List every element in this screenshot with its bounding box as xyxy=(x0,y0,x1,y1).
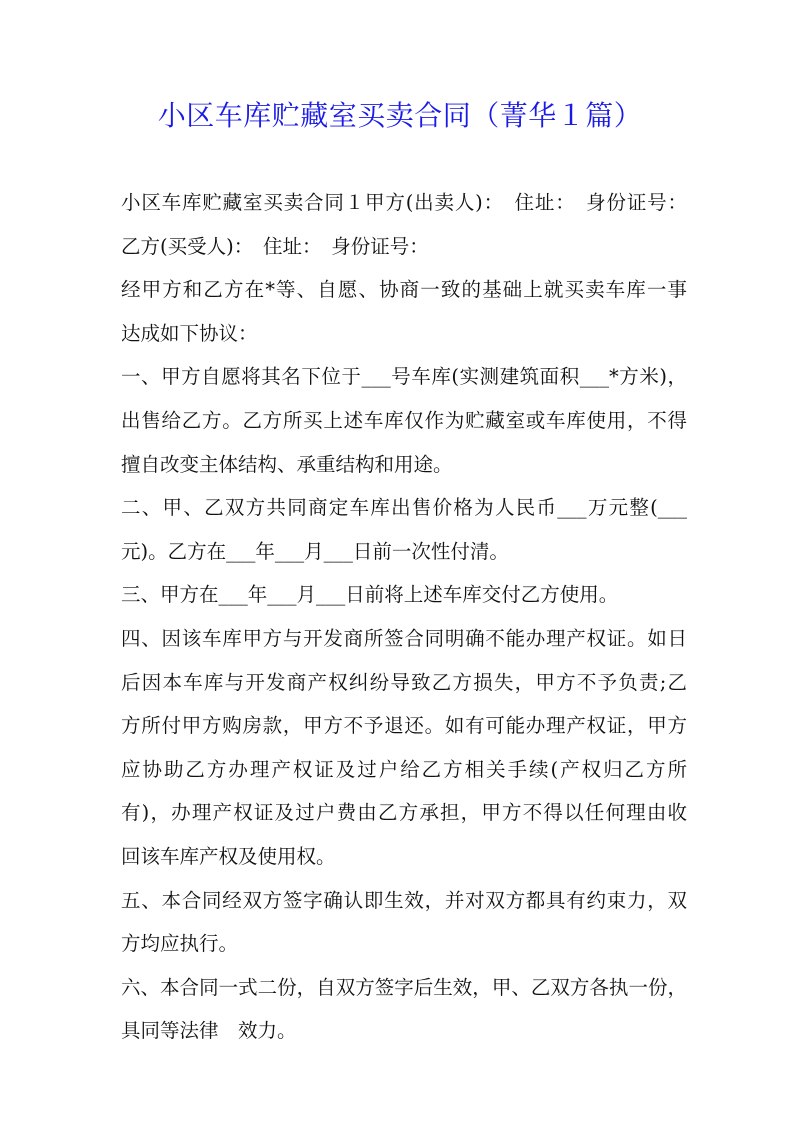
text-line-4: 达成如下协议： xyxy=(121,321,258,345)
text-line-6: 出售给乙方。乙方所买上述车库仅作为贮藏室或车库使用，不得 xyxy=(121,408,687,432)
text-line-20: 具同等法律 效力。 xyxy=(121,1019,297,1043)
text-line-15: 有)，办理产权证及过户费由乙方承担，甲方不得以任何理由收 xyxy=(121,801,687,825)
text-line-17: 五、本合同经双方签字确认即生效，并对双方都具有约束力，双 xyxy=(121,888,687,912)
text-line-3: 经甲方和乙方在*等、自愿、协商一致的基础上就买卖车库一事 xyxy=(121,278,687,302)
text-line-12: 后因本车库与开发商产权纠纷导致乙方损失，甲方不予负责;乙 xyxy=(121,670,687,694)
text-line-18: 方均应执行。 xyxy=(121,932,239,956)
document-title: 小区车库贮藏室买卖合同（菁华１篇） xyxy=(157,99,643,132)
text-line-8: 二、甲、乙双方共同商定车库出售价格为人民币___万元整(___ xyxy=(121,496,687,520)
text-line-14: 应协助乙方办理产权证及过户给乙方相关手续(产权归乙方所 xyxy=(121,757,687,781)
text-line-5: 一、甲方自愿将其名下位于___号车库(实测建筑面积___*方米)， xyxy=(121,365,687,389)
text-line-9: 元)。乙方在___年___月___日前一次性付清。 xyxy=(121,539,509,563)
text-line-16: 回该车库产权及使用权。 xyxy=(121,844,336,868)
text-line-2: 乙方(买受人)： 住址： 身份证号： xyxy=(121,234,429,258)
document-body xyxy=(121,181,687,1053)
text-line-19: 六、本合同一式二份，自双方签字后生效，甲、乙双方各执一份， xyxy=(121,975,687,999)
text-line-10: 三、甲方在___年___月___日前将上述车库交付乙方使用。 xyxy=(121,583,619,607)
text-line-1: 小区车库贮藏室买卖合同１甲方(出卖人)： 住址： 身份证号： xyxy=(121,191,687,214)
text-line-7: 擅自改变主体结构、承重结构和用途。 xyxy=(121,452,453,476)
text-line-11: 四、因该车库甲方与开发商所签合同明确不能办理产权证。如日 xyxy=(121,626,687,650)
text-line-13: 方所付甲方购房款，甲方不予退还。如有可能办理产权证，甲方 xyxy=(121,714,687,738)
